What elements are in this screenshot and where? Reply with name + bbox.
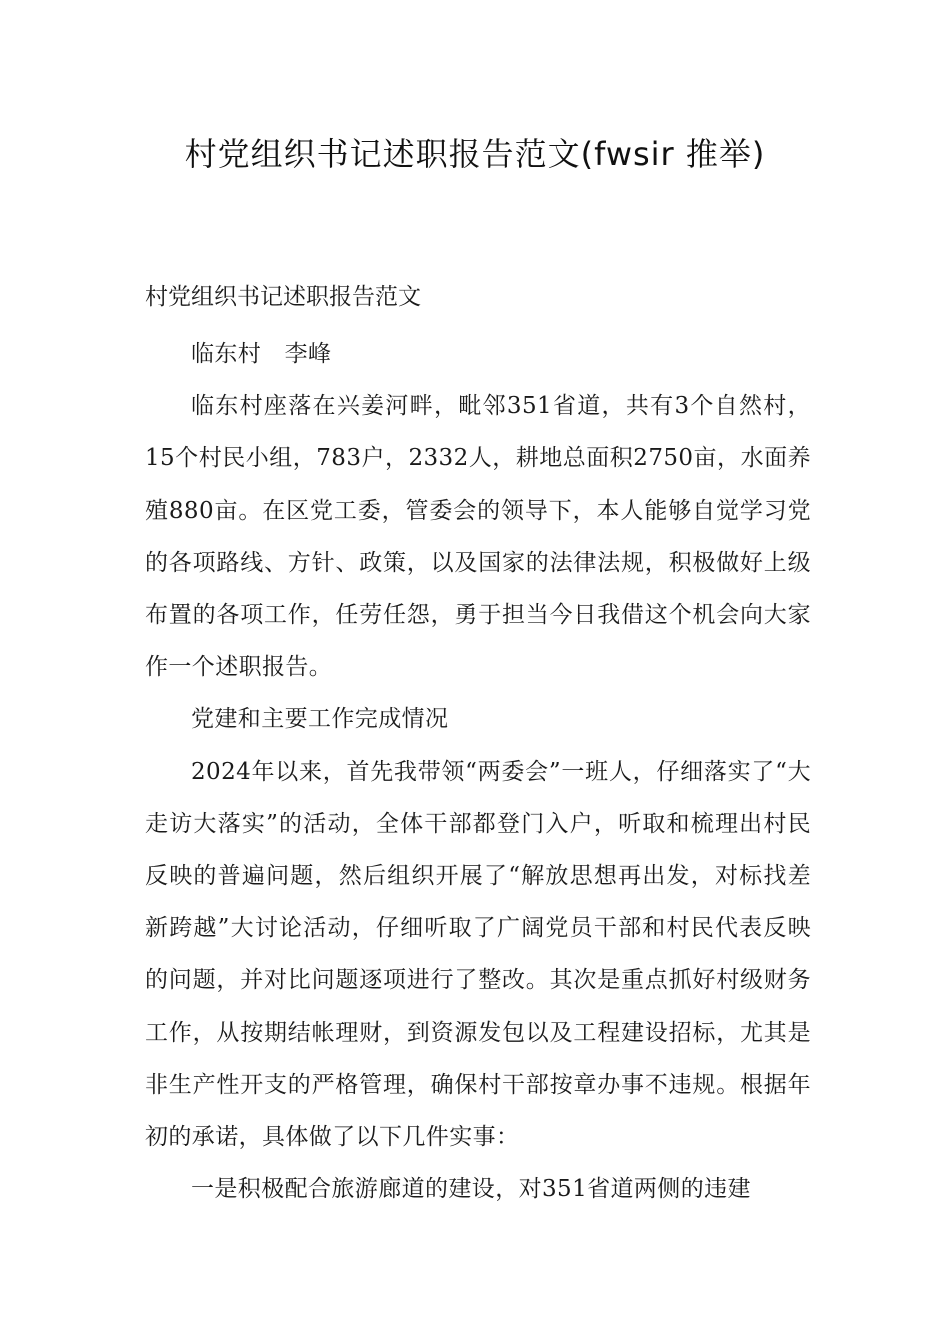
- section-heading: 党建和主要工作完成情况: [191, 706, 449, 733]
- document-body: [145, 328, 811, 1215]
- paragraph-work-summary: 2024年以来，首先我带领“两委会”一班人，仔细落实了“大走访大落实”的活动，全体干部都登门入户，听取和梳理出村民反映的普遍问题，然后组织开展了“解放思想再出发，对标找差新跨越”大讨论活动，仔细听取了广阔党员干部和村民代表反映的问题，并对比问题逐项进行了整改。其次是重点抓好村级财务工作，从按期结帐理财，到资源发包以及工程建设招标，尤其是非生产性开支的严格管理，确保村干部按章办事不违规。根据年初的承诺，具体做了以下几件实事：: [145, 758, 811, 1151]
- paragraph-intro: 临东村座落在兴姜河畔，毗邻351省道，共有3个自然村，15个村民小组，783户，2332人，耕地总面积2750亩，水面养殖880亩。在区党工委，管委会的领导下，本人能够自觉学习党的各项路线、方针、政策，以及国家的法律法规，积极做好上级布置的各项工作，任劳任怨，勇于担当今日我借这个机会向大家作一个述职报告。: [145, 393, 811, 681]
- paragraph-item-one: 一是积极配合旅游廊道的建设，对351省道两侧的违建: [191, 1176, 751, 1203]
- document-title: 村党组织书记述职报告范文(fwsir 推举): [184, 135, 766, 173]
- document-subtitle: 村党组织书记述职报告范文: [145, 284, 421, 310]
- author-line: 临东村 李峰: [191, 341, 332, 367]
